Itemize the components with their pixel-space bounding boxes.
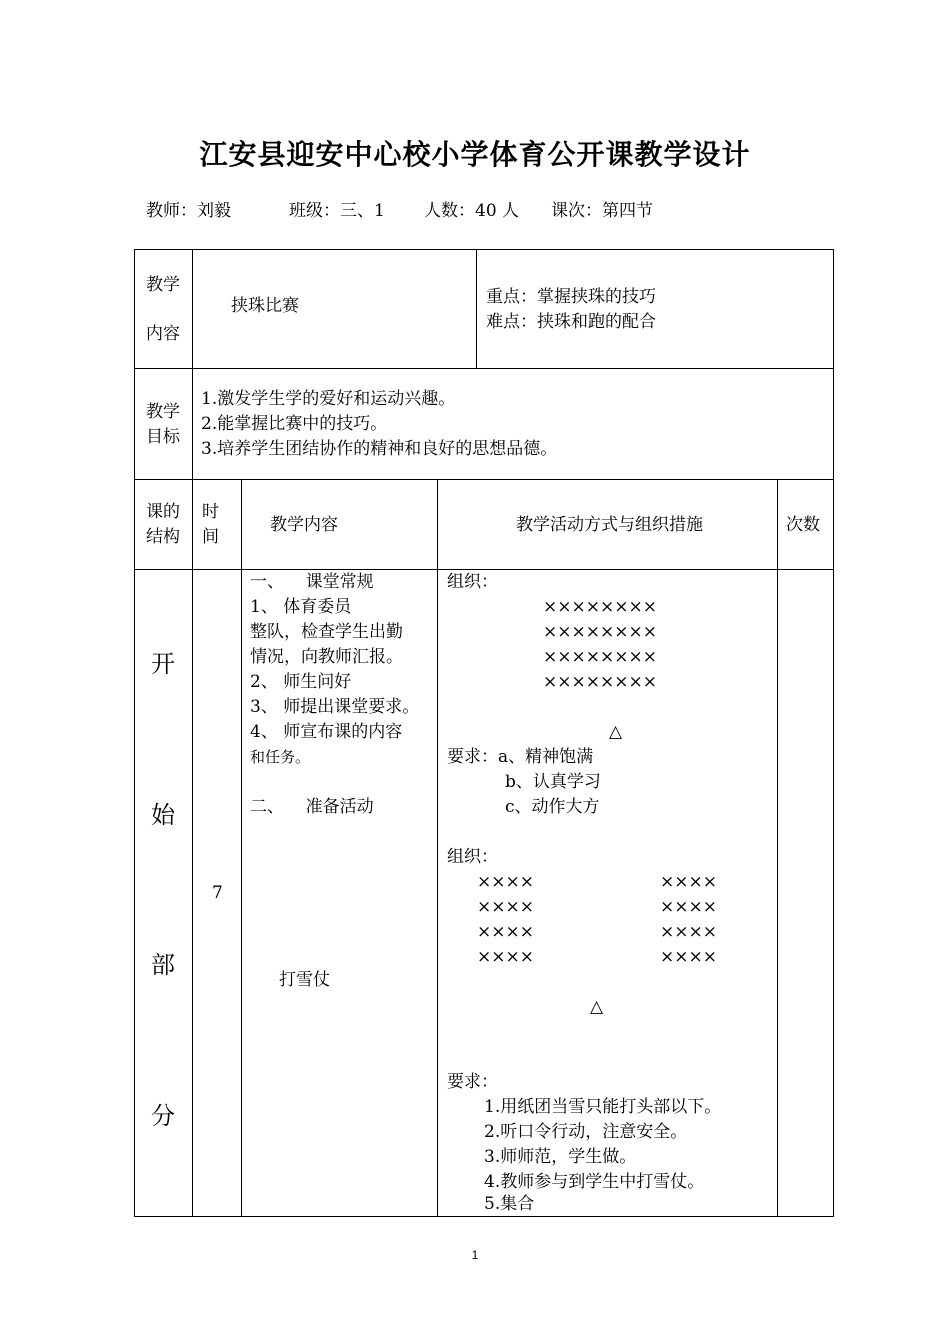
- formation-row: ××××××××: [543, 597, 657, 617]
- table-border-left: [134, 249, 135, 1217]
- content-line: 3、 师提出课堂要求。: [250, 697, 420, 717]
- content-line: 4、 师宣布课的内容: [250, 722, 403, 742]
- requirement-item: 1.用纸团当雪只能打头部以下。: [484, 1097, 722, 1117]
- requirement-a: 要求：a、精神饱满: [447, 747, 594, 767]
- formation-left-row: ××××: [477, 947, 534, 967]
- key-point: 重点：掌握挟珠的技巧: [486, 287, 656, 307]
- row1-label-2: 内容: [146, 324, 180, 344]
- section-char: 开: [151, 650, 175, 678]
- page-number: 1: [471, 1248, 479, 1262]
- content-line: 一、 课堂常规: [250, 572, 374, 592]
- requirement-c: c、动作大方: [505, 797, 600, 817]
- formation-right-row: ××××: [660, 897, 717, 917]
- org-label-2: 组织：: [447, 847, 498, 867]
- goal-item: 3.培养学生团结协作的精神和良好的思想品德。: [201, 439, 558, 459]
- section-char: 始: [151, 801, 175, 829]
- content-line: 情况，向教师汇报。: [250, 647, 403, 667]
- section-char: 分: [151, 1102, 175, 1130]
- content-snow: 打雪仗: [279, 970, 330, 990]
- formation-right-row: ××××: [660, 947, 717, 967]
- section-char: 部: [151, 951, 175, 979]
- lesson-content: 挟珠比赛: [231, 296, 299, 316]
- teacher-mark: △: [609, 722, 623, 742]
- header-structure-2: 结构: [146, 527, 180, 547]
- formation-left-row: ××××: [477, 872, 534, 892]
- formation-right-row: ××××: [660, 922, 717, 942]
- table-col-divider-2: [241, 479, 242, 1217]
- row1-label-1: 教学: [146, 275, 180, 295]
- table-border-top: [134, 249, 834, 250]
- org-label: 组织：: [447, 572, 498, 592]
- teacher-mark-2: △: [590, 997, 604, 1017]
- table-col-divider-4: [777, 479, 778, 1217]
- formation-left-row: ××××: [477, 897, 534, 917]
- requirement-item: 2.听口令行动，注意安全。: [484, 1122, 688, 1142]
- goal-item: 2.能掌握比赛中的技巧。: [201, 414, 388, 434]
- section-time: 7: [212, 883, 223, 903]
- formation-row: ××××××××: [543, 672, 657, 692]
- header-content: 教学内容: [270, 515, 338, 535]
- formation-row: ××××××××: [543, 622, 657, 642]
- header-structure-1: 课的: [146, 502, 180, 522]
- table-col-divider-key: [476, 249, 477, 369]
- table-border-row2: [134, 479, 834, 480]
- table-border-right: [833, 249, 834, 1217]
- formation-row: ××××××××: [543, 647, 657, 667]
- requirement-item: 4.教师参与到学生中打雪仗。: [484, 1172, 705, 1192]
- requirement-item: 3.师师范，学生做。: [484, 1147, 637, 1167]
- content-line: 和任务。: [250, 748, 311, 766]
- formation-left-row: ××××: [477, 922, 534, 942]
- header-times: 次数: [786, 515, 820, 535]
- row2-label-2: 目标: [146, 427, 180, 447]
- header-activity: 教学活动方式与组织措施: [516, 515, 703, 535]
- content-part2: 二、 准备活动: [250, 797, 374, 817]
- document-title: 江安县迎安中心校小学体育公开课教学设计: [199, 138, 751, 171]
- table-col-divider-3: [437, 479, 438, 1217]
- difficulty-point: 难点：挟珠和跑的配合: [486, 312, 656, 332]
- formation-right-row: ××××: [660, 872, 717, 892]
- header-time-1: 时: [202, 502, 219, 522]
- table-border-row1: [134, 368, 834, 369]
- requirement-b: b、认真学习: [505, 772, 601, 792]
- content-line: 1、 体育委员: [250, 597, 352, 617]
- teacher-info: 教师：刘毅: [146, 201, 231, 221]
- table-col-divider-1: [192, 249, 193, 1217]
- count-info: 人数：40 人: [424, 201, 520, 221]
- header-time-2: 间: [202, 527, 219, 547]
- requirement-item: 5.集合: [484, 1194, 535, 1214]
- requirement-label-2: 要求：: [447, 1072, 498, 1092]
- lesson-info: 课次：第四节: [551, 201, 653, 221]
- content-line: 2、 师生问好: [250, 672, 352, 692]
- row2-label-1: 教学: [146, 402, 180, 422]
- class-info: 班级：三、1: [289, 201, 385, 221]
- content-line: 整队，检查学生出勤: [250, 622, 403, 642]
- goal-item: 1.激发学生学的爱好和运动兴趣。: [201, 389, 456, 409]
